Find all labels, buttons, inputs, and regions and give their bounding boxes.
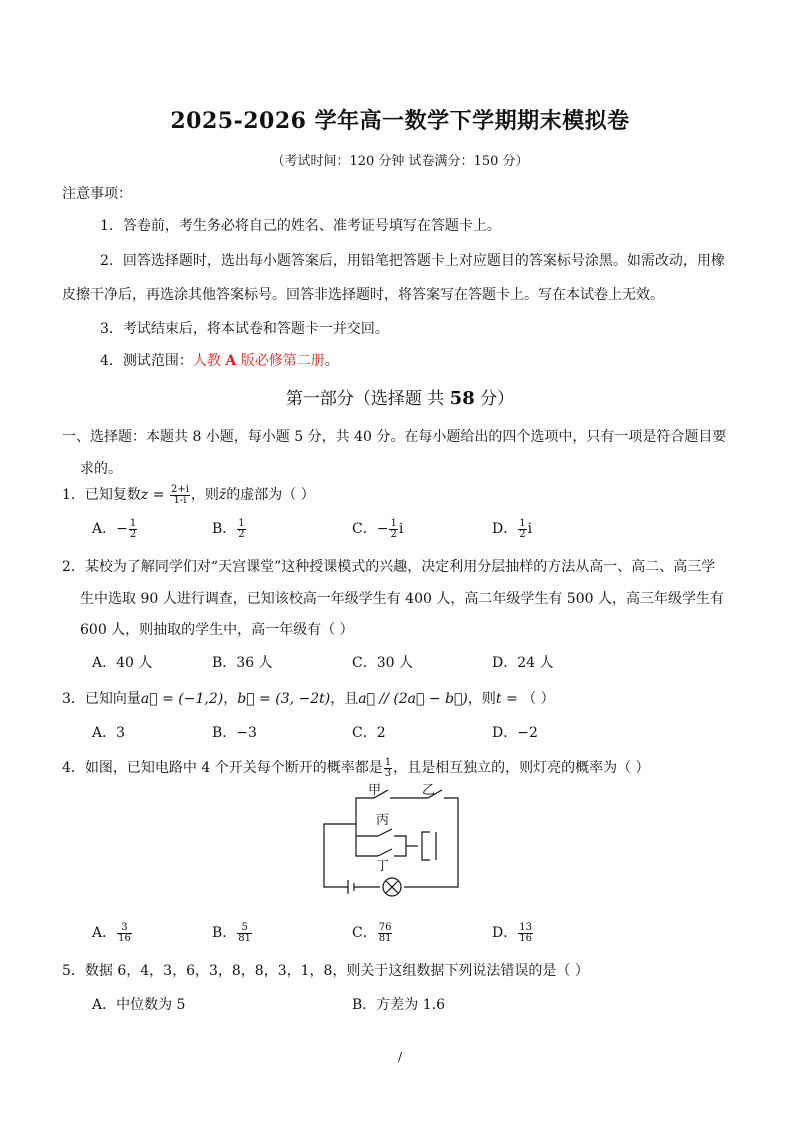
- label-bing: 丙: [376, 813, 390, 828]
- notice-item-4-prefix: 4．测试范围：: [100, 353, 193, 369]
- q1-b-label: B．: [212, 521, 237, 537]
- question-4-stem: [62, 757, 650, 779]
- q3-parallel: a⃗ // (2a⃗ − b⃗): [358, 691, 468, 707]
- wire-left: [324, 824, 356, 887]
- q4-frac-den: 3: [384, 767, 392, 779]
- q1-zbar: z̄: [218, 487, 227, 503]
- q3-then: ，则: [467, 691, 496, 707]
- question-5-stem: 5．数据 6，4，3，6，3，8，8，3，1，8，则关于这组数据下列说法错误的是（ ）: [62, 963, 589, 979]
- exam-info: （考试时间：120 分钟 试卷满分：150 分）: [271, 154, 529, 169]
- q4-option-a[interactable]: [92, 922, 133, 944]
- notice-item-2-line1: 2．回答选择题时，选出每小题答案后，用铅笔把答题卡上对应题目的答案标号涂黑。如需改动，用橡: [100, 253, 725, 269]
- q1-fraction: [170, 485, 190, 506]
- q3-option-b[interactable]: B．−3: [212, 725, 257, 741]
- q1-mid: ，则: [190, 487, 219, 503]
- q4-option-d[interactable]: [492, 922, 534, 944]
- q1-c-den: 2: [390, 528, 397, 540]
- notice-item-4-suffix: 。: [324, 353, 339, 369]
- q1-option-d[interactable]: [492, 518, 532, 540]
- q4-d-label: D．: [492, 925, 518, 941]
- notice-item-4: [100, 350, 339, 370]
- q3-mid: ，且: [330, 691, 359, 707]
- q1-c-sign: −: [376, 521, 389, 537]
- q1-suffix: 的虚部为（ ）: [226, 487, 315, 503]
- q3-prefix: 3．已知向量: [62, 691, 141, 707]
- q1-frac-num: 2+i: [170, 483, 189, 495]
- page-number: /: [397, 1050, 403, 1064]
- switch-ding: [378, 849, 392, 856]
- q4-a-label: A．: [92, 925, 117, 941]
- q4-c-label: C．: [352, 925, 377, 941]
- question-3-stem: [62, 688, 555, 708]
- section-title-suffix: 分）: [474, 389, 515, 409]
- q3-option-c[interactable]: C．2: [352, 725, 386, 741]
- q5-option-b[interactable]: B．方差为 1.6: [352, 997, 446, 1013]
- section-intro-line1: 一、选择题：本题共 8 小题，每小题 5 分，共 40 分。在每小题给出的四个选项中，只有一项是符合题目要: [62, 429, 727, 445]
- section-title-score: 58: [449, 388, 475, 409]
- q3-suffix: （ ）: [522, 691, 555, 707]
- question-2-line1: 2．某校为了解同学们对“天宫课堂”这种授课模式的兴趣，决定利用分层抽样的方法从高一、高二、高三学: [62, 559, 716, 575]
- q1-c-frac: [389, 519, 397, 540]
- scope-text-a: 人教: [192, 353, 221, 369]
- q4-option-c[interactable]: [352, 922, 393, 944]
- q1-prefix: 1．已知复数: [62, 487, 141, 503]
- q4-frac-num: 1: [384, 756, 392, 768]
- switch-bing: [378, 829, 392, 836]
- wire-top-left: [356, 798, 374, 824]
- q1-d-frac: [518, 519, 526, 540]
- q1-var: z: [140, 487, 149, 503]
- scope-text-c: 版必修第二册: [240, 353, 325, 369]
- q4-fraction: [384, 758, 392, 779]
- q2-option-d[interactable]: D．24 人: [492, 655, 554, 671]
- section-title: [0, 384, 800, 409]
- wire-top-right: [444, 798, 458, 824]
- section-title-prefix: 第一部分（选择题 共: [285, 389, 450, 409]
- q1-frac-den: 1-i: [173, 494, 187, 506]
- q1-a-label: A．: [92, 521, 117, 537]
- q1-b-frac: [237, 519, 245, 540]
- q1-eq: =: [148, 487, 169, 503]
- q1-b-num: 1: [238, 517, 245, 529]
- q1-c-unit: i: [398, 521, 404, 537]
- q3-vector-a: a⃗ = (−1,2): [140, 691, 224, 707]
- q4-d-den: 16: [519, 932, 532, 944]
- section-intro-line2: 求的。: [80, 461, 122, 477]
- q4-b-den: 81: [238, 932, 252, 944]
- q1-option-b[interactable]: [212, 518, 247, 540]
- scope-text-b: A: [225, 353, 237, 369]
- q4-c-frac: [378, 923, 393, 944]
- q2-option-a[interactable]: A．40 人: [92, 655, 153, 671]
- label-yi: 乙: [422, 783, 436, 798]
- q1-d-num: 1: [519, 517, 526, 529]
- question-2-line2: 生中选取 90 人进行调查，已知该校高一年级学生有 400 人，高二年级学生有 500 人，高三年级学生有: [80, 591, 724, 607]
- q5-option-a[interactable]: A．中位数为 5: [92, 997, 186, 1013]
- q3-option-d[interactable]: D．−2: [492, 725, 538, 741]
- notice-item-1: 1．答卷前，考生务必将自己的姓名、准考证号填写在答题卡上。: [100, 218, 501, 234]
- q3-vector-b: b⃗ = (3, −2t): [237, 691, 331, 707]
- q1-c-label: C．: [352, 521, 377, 537]
- q3-t: t =: [495, 691, 523, 707]
- q3-option-a[interactable]: A．3: [92, 725, 126, 741]
- page-title: 2025-2026 学年高一数学下学期期末模拟卷: [170, 108, 630, 134]
- circuit-diagram: [318, 782, 488, 902]
- wire-ding-in: [356, 846, 378, 856]
- q1-d-label: D．: [492, 521, 518, 537]
- q4-c-den: 81: [378, 932, 392, 944]
- q1-option-c[interactable]: [352, 518, 403, 540]
- q1-b-den: 2: [238, 528, 245, 540]
- question-2-line3: 600 人，则抽取的学生中，高一年级有（ ）: [80, 622, 354, 638]
- q4-d-num: 13: [519, 921, 532, 933]
- q2-option-c[interactable]: C．30 人: [352, 655, 413, 671]
- wire-parallel-join: [394, 836, 406, 856]
- q4-option-b[interactable]: [212, 922, 253, 944]
- q2-option-b[interactable]: B．36 人: [212, 655, 273, 671]
- q1-option-a[interactable]: [92, 518, 138, 540]
- q4-d-frac: [518, 923, 533, 944]
- label-jia: 甲: [368, 783, 382, 798]
- q1-a-sign: −: [116, 521, 128, 537]
- q4-c-num: 76: [378, 921, 392, 933]
- q4-b-num: 5: [237, 923, 252, 934]
- notice-item-3: 3．考试结束后，将本试卷和答题卡一并交回。: [100, 321, 389, 337]
- wire-right: [404, 824, 458, 887]
- notice-heading: 注意事项：: [62, 186, 132, 202]
- q1-a-frac: [129, 519, 137, 540]
- q1-c-num: 1: [390, 517, 397, 529]
- question-1-stem: [62, 484, 315, 506]
- q4-a-den: 16: [118, 932, 131, 944]
- label-ding: 丁: [376, 859, 390, 874]
- q4-prefix: 4．如图，已知电路中 4 个开关每个断开的概率都是: [62, 760, 383, 776]
- q1-a-den: 2: [129, 528, 137, 540]
- wire-bracket: [422, 832, 430, 860]
- q4-a-frac: [117, 923, 132, 944]
- q1-a-num: 1: [129, 517, 137, 529]
- q1-d-den: 2: [519, 528, 526, 540]
- q1-d-unit: i: [527, 521, 533, 537]
- q3-sep: ，: [223, 691, 238, 707]
- q4-b-label: B．: [212, 925, 237, 941]
- q4-suffix: ，且是相互独立的，则灯亮的概率为（ ）: [393, 760, 650, 776]
- notice-item-2-line2: 皮擦干净后，再选涂其他答案标号。回答非选择题时，将答案写在答题卡上。写在本试卷上无效。: [62, 287, 664, 303]
- q4-a-num: 3: [117, 923, 132, 934]
- q4-b-frac: [237, 923, 252, 944]
